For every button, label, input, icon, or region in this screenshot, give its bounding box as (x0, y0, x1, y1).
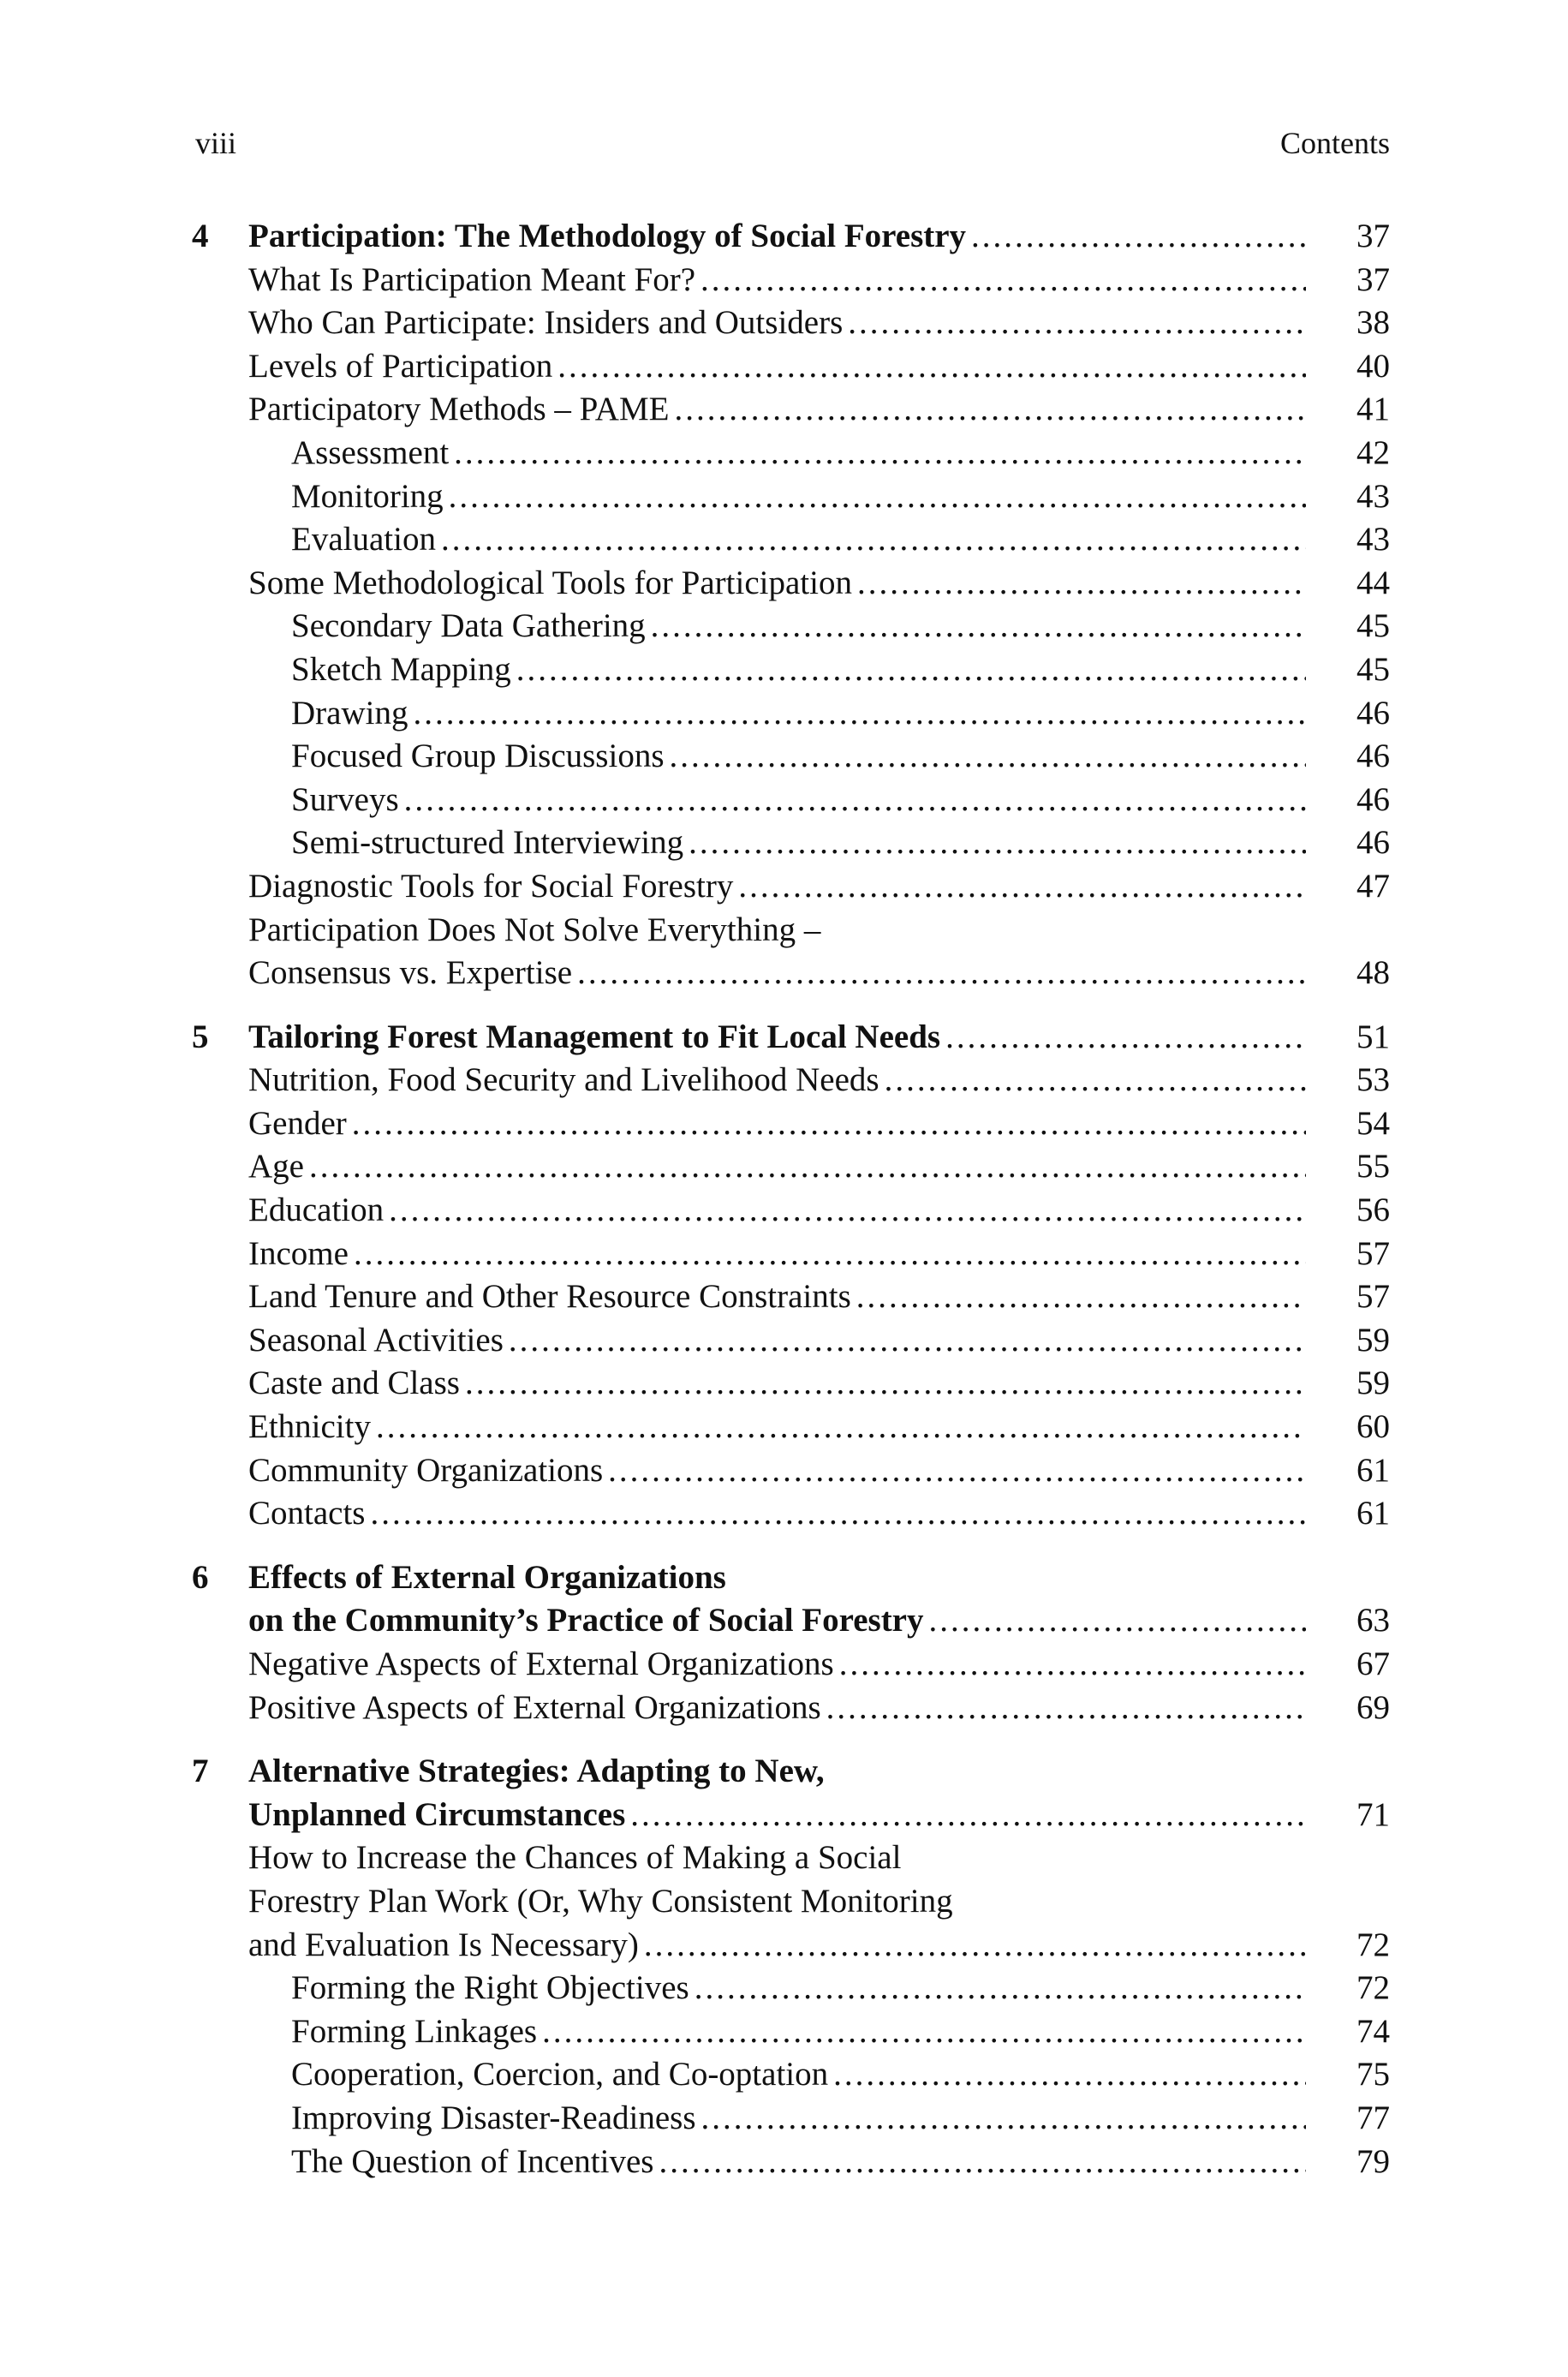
dot-leader (701, 259, 1306, 302)
toc-page-number: 56 (1356, 1191, 1390, 1229)
dot-leader (389, 1189, 1306, 1233)
toc-entry[interactable] (0, 1643, 1568, 1687)
toc-entry-title: Seasonal Activities (248, 1321, 504, 1359)
dot-leader (857, 562, 1306, 606)
toc-entry-title: Nutrition, Food Security and Livelihood Needs (248, 1061, 879, 1099)
toc-entry[interactable] (0, 1924, 1568, 1968)
toc-entry-continued[interactable] (0, 1837, 1568, 1880)
dot-leader (404, 779, 1306, 822)
toc-page-number: 53 (1356, 1061, 1390, 1099)
toc-entry-title: Participation Does Not Solve Everything – (248, 911, 821, 948)
toc-page-number: 48 (1356, 954, 1390, 992)
toc-page-number: 46 (1356, 824, 1390, 862)
dot-leader (695, 1967, 1306, 2010)
toc-entry-title: What Is Participation Meant For? (248, 260, 696, 298)
toc-page-number: 57 (1356, 1234, 1390, 1272)
dot-leader (542, 2010, 1306, 2054)
dot-leader (833, 2053, 1306, 2097)
running-title: Contents (1279, 126, 1390, 160)
toc-page-number: 61 (1356, 1451, 1390, 1489)
toc-page-number: 54 (1356, 1104, 1390, 1142)
toc-entry[interactable] (0, 1102, 1568, 1146)
toc-entry-title: Community Organizations (248, 1451, 604, 1489)
toc-entry-title: Cooperation, Coercion, and Co-optation (291, 2056, 829, 2093)
dot-leader (651, 605, 1306, 648)
toc-chapter-heading-continued[interactable] (0, 1794, 1568, 1837)
toc-entry-title: Positive Aspects of External Organizations (248, 1688, 821, 1726)
toc-page-number: 42 (1356, 433, 1390, 471)
toc-entry-title: Gender (248, 1104, 347, 1142)
toc-subentry[interactable] (0, 2010, 1568, 2054)
toc-entry-title: Evaluation (291, 521, 436, 558)
toc-entry-title: Caste and Class (248, 1365, 460, 1402)
toc-page-number: 59 (1356, 1321, 1390, 1359)
toc-entry-title: Diagnostic Tools for Social Forestry (248, 867, 734, 905)
dot-leader (630, 1794, 1306, 1837)
dot-leader (413, 692, 1306, 736)
toc-entry-title: Who Can Participate: Insiders and Outsiders (248, 304, 844, 342)
toc-page-number: 75 (1356, 2056, 1390, 2093)
toc-subentry[interactable] (0, 2097, 1568, 2141)
toc-entry-title: Age (248, 1148, 304, 1186)
toc-entry[interactable] (0, 1406, 1568, 1449)
toc-entry-title: Some Methodological Tools for Participation (248, 564, 852, 601)
toc-subentry[interactable] (0, 1967, 1568, 2010)
toc-page-number: 57 (1356, 1278, 1390, 1316)
chapter-6 (0, 1556, 1568, 1729)
toc-subentry[interactable] (0, 475, 1568, 519)
toc-subentry[interactable] (0, 2053, 1568, 2097)
toc-page-number: 44 (1356, 564, 1390, 601)
toc-entry-title: Secondary Data Gathering (291, 607, 646, 645)
toc-page-number: 37 (1356, 260, 1390, 298)
toc-page-number: 37 (1356, 218, 1390, 254)
toc-entry-title: Semi-structured Interviewing (291, 824, 684, 862)
dot-leader (826, 1687, 1306, 1730)
toc-page-number: 61 (1356, 1495, 1390, 1532)
toc-entry-title: The Question of Incentives (291, 2142, 654, 2180)
chapter-number: 7 (192, 1753, 209, 1790)
toc-entry[interactable] (0, 1233, 1568, 1276)
toc-entry-title: Alternative Strategies: Adapting to New, (248, 1753, 825, 1790)
toc-entry-title: Forestry Plan Work (Or, Why Consistent Monitoring (248, 1882, 953, 1920)
toc-page-number: 51 (1356, 1018, 1390, 1055)
toc-chapter-heading[interactable] (0, 1750, 1568, 1794)
toc-entry-title: Levels of Participation (248, 347, 553, 385)
toc-entry-title: on the Community’s Practice of Social Forestry (248, 1602, 924, 1639)
toc-entry-title: Forming Linkages (291, 2012, 538, 2050)
toc-subentry[interactable] (0, 648, 1568, 692)
dot-leader (945, 1016, 1306, 1060)
chapter-5 (0, 1016, 1568, 1536)
toc-page-number: 38 (1356, 304, 1390, 342)
dot-leader (465, 1362, 1306, 1406)
dot-leader (689, 821, 1306, 865)
dot-leader (839, 1643, 1306, 1687)
toc-page-number: 60 (1356, 1408, 1390, 1446)
dot-leader (644, 1924, 1306, 1968)
toc-entry-title: Sketch Mapping (291, 650, 511, 688)
toc-entry-title: Assessment (291, 433, 450, 471)
toc-subentry[interactable] (0, 692, 1568, 736)
toc-page-number: 55 (1356, 1148, 1390, 1186)
dot-leader (449, 475, 1306, 519)
toc-entry-title: Education (248, 1191, 385, 1229)
toc-entry-title: Improving Disaster-Readiness (291, 2099, 696, 2136)
toc-page-number: 47 (1356, 867, 1390, 905)
toc-page-number: 41 (1356, 391, 1390, 428)
toc-page-number: 46 (1356, 780, 1390, 818)
dot-leader (885, 1059, 1306, 1102)
toc-entry-title: Unplanned Circumstances (248, 1795, 626, 1833)
dot-leader (557, 345, 1306, 389)
toc-page-number: 43 (1356, 521, 1390, 558)
toc-entry[interactable] (0, 1189, 1568, 1233)
toc-subentry[interactable] (0, 2141, 1568, 2184)
toc-entry[interactable] (0, 1362, 1568, 1406)
dot-leader (856, 1275, 1306, 1319)
toc-entry-title: Ethnicity (248, 1408, 371, 1446)
toc-entry-title: Negative Aspects of External Organizations (248, 1645, 834, 1682)
toc-page-number: 67 (1356, 1645, 1390, 1682)
toc-entry[interactable] (0, 1449, 1568, 1493)
dot-leader (608, 1449, 1306, 1493)
dot-leader (848, 302, 1306, 345)
toc-entry[interactable] (0, 952, 1568, 995)
toc-entry-title: Income (248, 1234, 349, 1272)
toc-page-number: 45 (1356, 650, 1390, 688)
toc-entry-title: Surveys (291, 780, 399, 818)
toc-entry-continued[interactable] (0, 909, 1568, 953)
toc-entry-title: Drawing (291, 694, 408, 732)
toc-chapter-heading[interactable] (0, 1556, 1568, 1600)
toc-entry-title: Tailoring Forest Management to Fit Local Needs (248, 1018, 941, 1055)
toc-entry[interactable] (0, 302, 1568, 345)
toc-subentry[interactable] (0, 432, 1568, 475)
toc-page-number: 46 (1356, 738, 1390, 775)
toc-entry-title: Effects of External Organizations (248, 1558, 726, 1596)
toc-page-number: 59 (1356, 1365, 1390, 1402)
dot-leader (516, 648, 1306, 692)
toc-entry-title: Focused Group Discussions (291, 738, 665, 775)
toc-subentry[interactable] (0, 779, 1568, 822)
toc-entry[interactable] (0, 1059, 1568, 1102)
toc-page-number: 74 (1356, 2012, 1390, 2050)
toc-entry[interactable] (0, 1492, 1568, 1536)
toc-entry[interactable] (0, 1687, 1568, 1730)
dot-leader (659, 2141, 1306, 2184)
toc-subentry[interactable] (0, 518, 1568, 562)
toc-entry-title: Participatory Methods – PAME (248, 391, 670, 428)
dot-leader (738, 865, 1306, 909)
chapter-number: 5 (192, 1018, 209, 1055)
running-head (195, 122, 1390, 164)
toc-entry-title: Land Tenure and Other Resource Constraints (248, 1278, 851, 1316)
toc-entry-continued[interactable] (0, 1880, 1568, 1924)
dot-leader (441, 518, 1306, 562)
toc-entry-title: Forming the Right Objectives (291, 1969, 689, 2007)
toc-entry-title: Monitoring (291, 477, 444, 515)
toc-entry[interactable] (0, 1319, 1568, 1363)
toc-entry-title: Contacts (248, 1495, 366, 1532)
toc-entry[interactable] (0, 1145, 1568, 1189)
toc-page-number: 43 (1356, 477, 1390, 515)
toc-page-number: 72 (1356, 1969, 1390, 2007)
dot-leader (509, 1319, 1306, 1363)
dot-leader (577, 952, 1306, 995)
toc-chapter-heading[interactable] (0, 215, 1568, 259)
toc-page-number: 63 (1356, 1602, 1390, 1639)
toc-page-number: 71 (1356, 1795, 1390, 1833)
toc-subentry[interactable] (0, 821, 1568, 865)
toc-entry[interactable] (0, 865, 1568, 909)
dot-leader (309, 1145, 1306, 1189)
dot-leader (352, 1102, 1306, 1146)
dot-leader (674, 388, 1306, 432)
toc-subentry[interactable] (0, 735, 1568, 779)
dot-leader (370, 1492, 1306, 1536)
page-number: viii (195, 126, 237, 160)
chapter-4 (0, 215, 1568, 995)
toc-entry[interactable] (0, 562, 1568, 606)
toc-entry-title: How to Increase the Chances of Making a Social (248, 1839, 902, 1877)
toc-entry[interactable] (0, 345, 1568, 389)
toc-entry-title: Participation: The Methodology of Social Forestry (248, 218, 967, 254)
toc-entry-title: Consensus vs. Expertise (248, 954, 573, 992)
toc-page-number: 79 (1356, 2142, 1390, 2180)
toc-entry-title: and Evaluation Is Necessary) (248, 1926, 639, 1963)
table-of-contents (0, 215, 1568, 2183)
toc-entry[interactable] (0, 259, 1568, 302)
toc-page-number: 69 (1356, 1688, 1390, 1726)
dot-leader (454, 432, 1306, 475)
toc-entry[interactable] (0, 1275, 1568, 1319)
dot-leader (929, 1599, 1307, 1643)
chapter-number: 4 (192, 218, 209, 254)
toc-chapter-heading-continued[interactable] (0, 1599, 1568, 1643)
toc-subentry[interactable] (0, 605, 1568, 648)
dot-leader (670, 735, 1307, 779)
chapter-7 (0, 1750, 1568, 2183)
dot-leader (701, 2097, 1306, 2141)
toc-page-number: 46 (1356, 694, 1390, 732)
dot-leader (354, 1233, 1306, 1276)
toc-page-number: 77 (1356, 2099, 1390, 2136)
chapter-number: 6 (192, 1558, 209, 1596)
toc-page-number: 45 (1356, 607, 1390, 645)
dot-leader (971, 215, 1306, 259)
toc-chapter-heading[interactable] (0, 1016, 1568, 1060)
toc-page-number: 40 (1356, 347, 1390, 385)
toc-entry[interactable] (0, 388, 1568, 432)
dot-leader (376, 1406, 1306, 1449)
toc-page-number: 72 (1356, 1926, 1390, 1963)
